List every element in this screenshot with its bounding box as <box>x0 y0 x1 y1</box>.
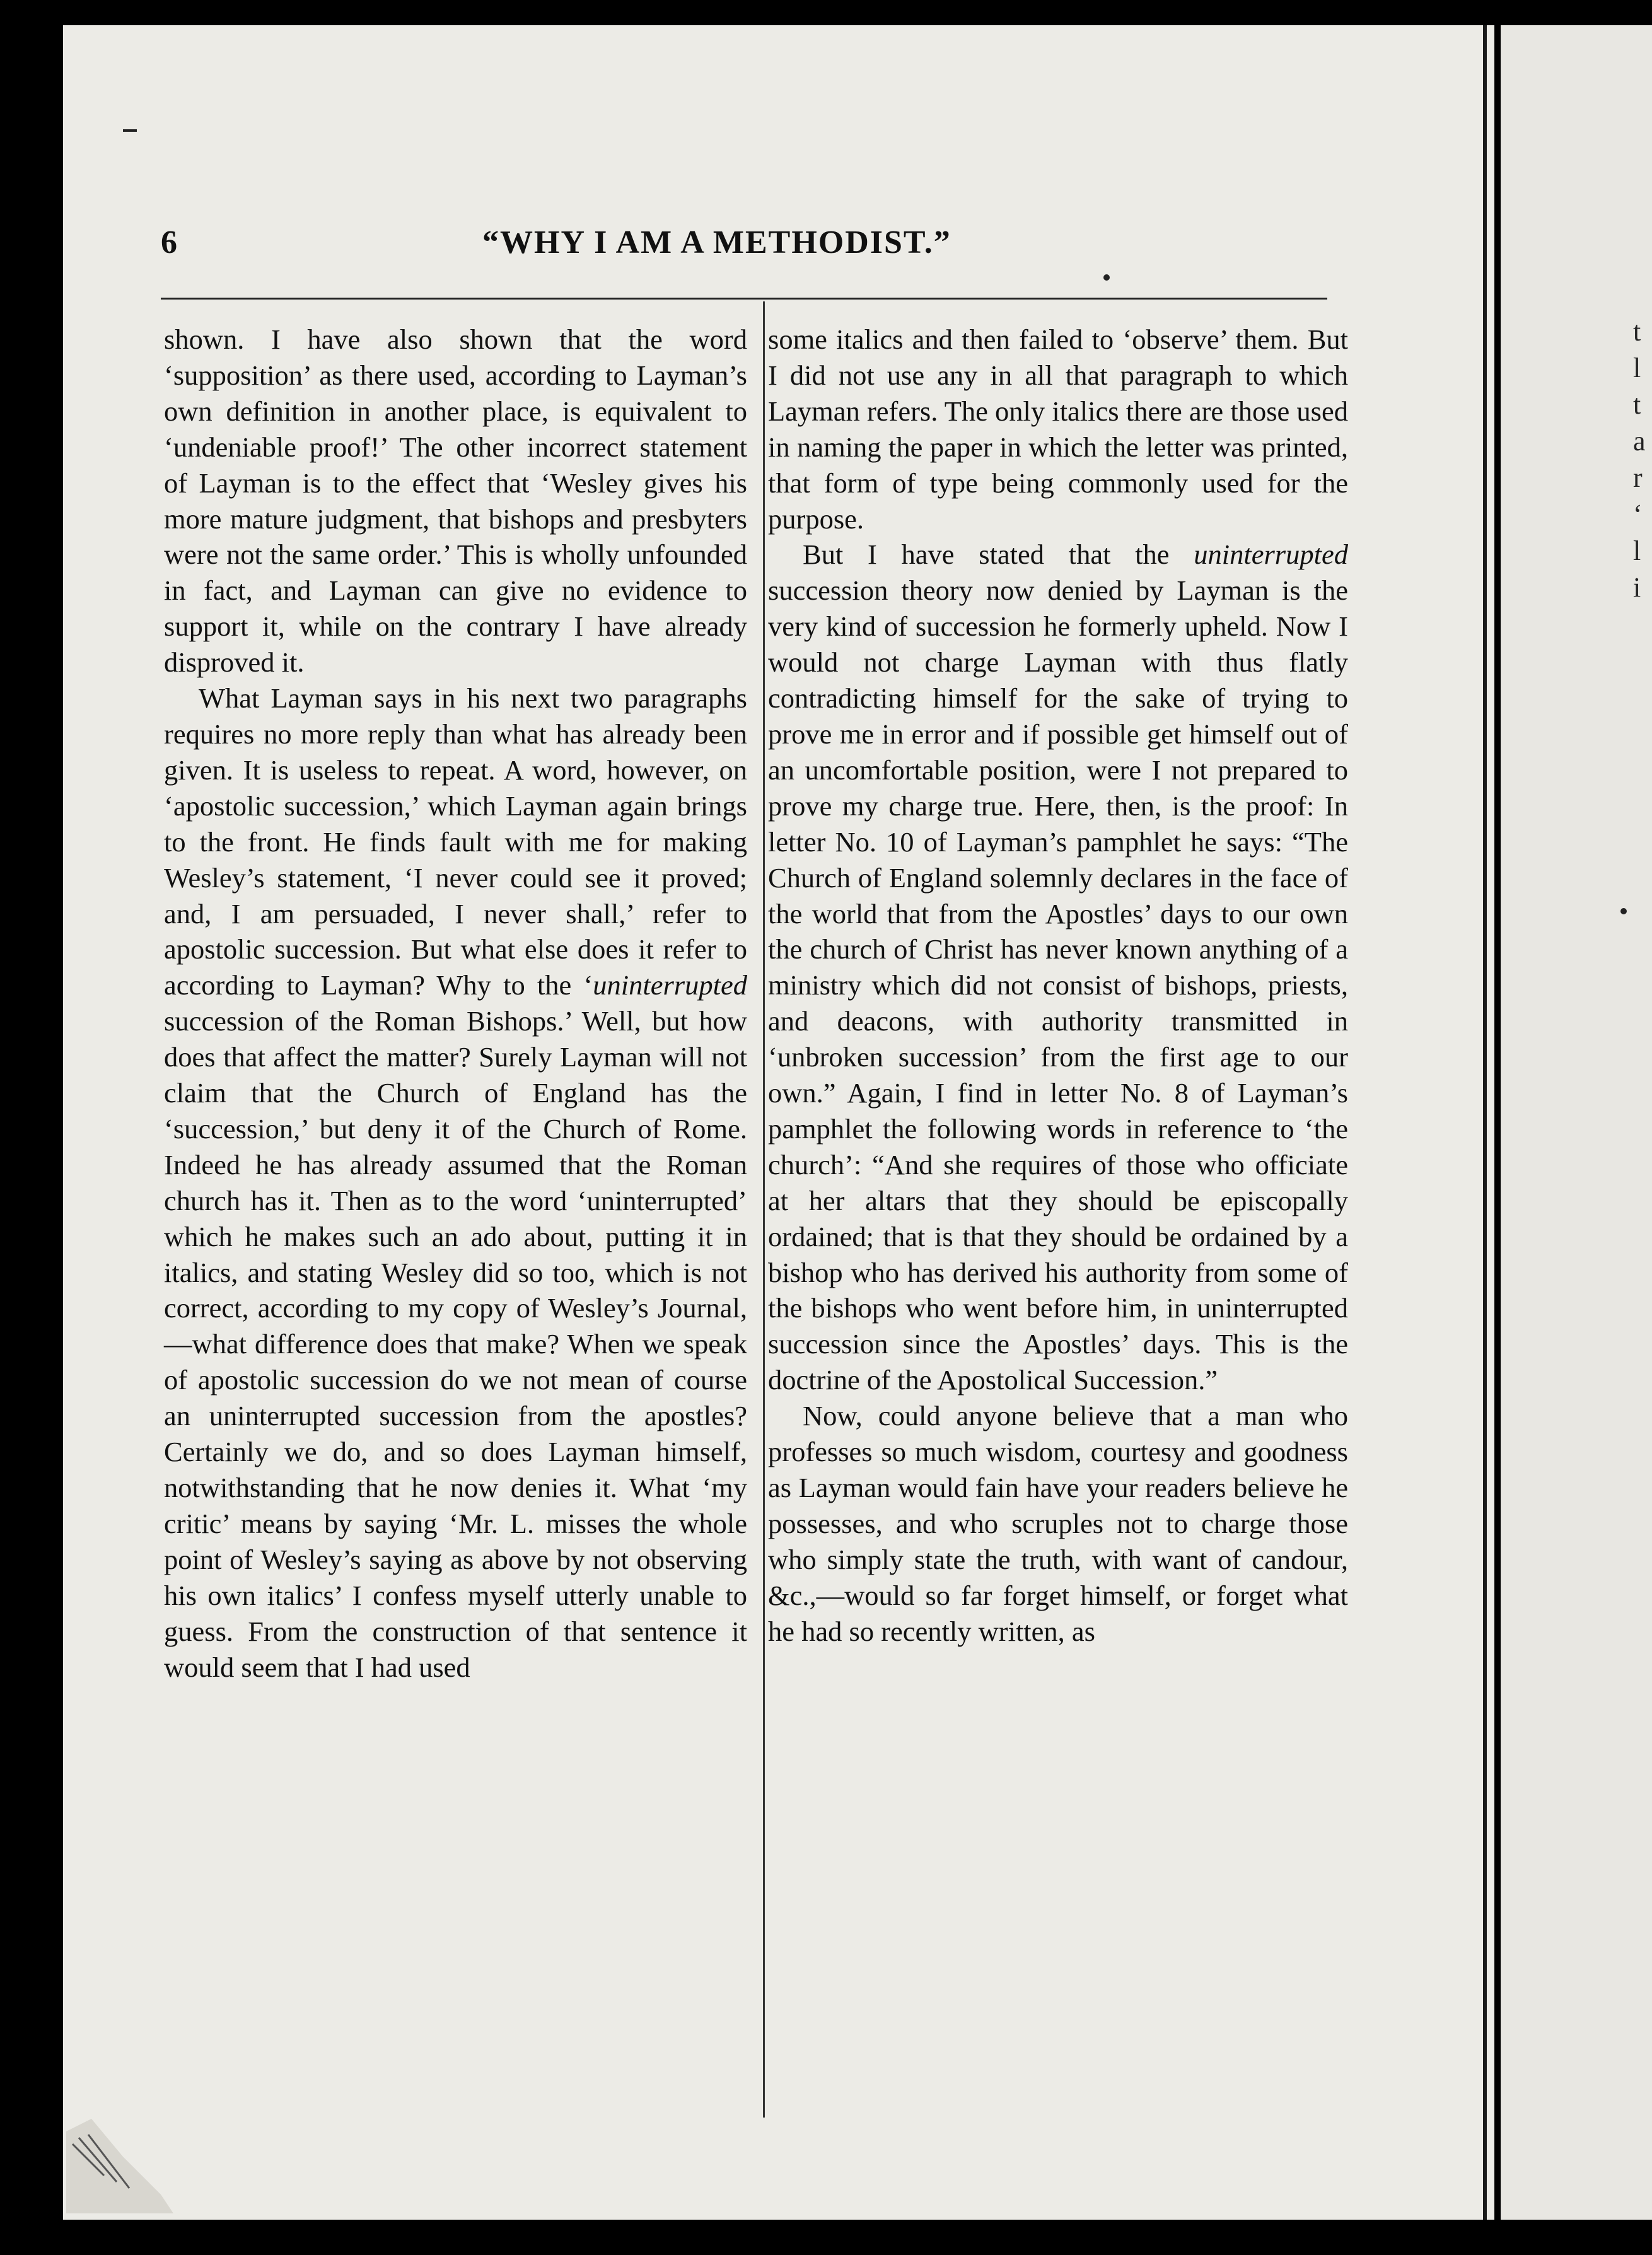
paragraph: shown. I have also shown that the word ‘supposition’ as there used, according to Layman’s own definition in another place, is equivalent to ‘undeniable proof!’ The other incorrect statement of Layman is to the effect that ‘Wesley gives his more mature judgment, that bishops and presbyters were not the same order.’ This is wholly unfounded in fact, and Layman can give no evidence to support it, while on the contrary I have already disproved it. <box>164 323 747 679</box>
adjacent-page-letter: a <box>1633 426 1646 457</box>
page-number: 6 <box>161 224 177 260</box>
paragraph <box>164 680 747 1685</box>
torn-corner <box>66 2119 173 2213</box>
text-run: succession theory now denied by Layman is the very kind of succession he formerly upheld. Now I would not charge Layman with thus flatly contradicting himself for the sake of trying to prove me in error and if possible get himself out of an uncomfortable position, were I not prepared to prove my charge true. Here, then, is the proof: In letter No. 10 of Layman’s pamphlet he says: “The Church of England solemnly declares in the face of the world that from the Apostles’ days to our own the church of Christ has never known anything of a ministry which did not consist of bishops, priests, and deacons, with authority transmitted in ‘unbroken succession’ from the first age to our own.” Again, I find in letter No. 8 of Layman’s pamphlet the following words in reference to ‘the church’: “And she requires of those who officiate at her altars that they should be episcopally ordained; that is that they should be ordained by a bishop who has derived his authority from some of the bishops who went before him, in uninterrupted succession since the Apostles’ days. This is the doctrine of the Apostolical Succession.” <box>768 574 1348 1396</box>
ink-speck <box>1620 908 1627 914</box>
italic-text: uninterrupted <box>1194 539 1348 571</box>
text-run: What Layman says in his next two paragraphs requires no more reply than what has already been given. It is useless to repeat. A word, however, on ‘apostolic succession,’ which Layman again brings to the front. He finds fault with me for making Wesley’s statement, ‘I never could see it proved; and, I am persuaded, I never shall,’ refer to apostolic succession. But what else does it refer to according to Layman? Why to the ‘ <box>164 682 747 1001</box>
adjacent-page-letter: l <box>1633 353 1641 383</box>
header-rule <box>161 298 1327 300</box>
paragraph: Now, could anyone believe that a man who professes so much wisdom, courtesy and goodness as Layman would fain have your readers believe he possesses, and who scruples not to charge those who simply state the truth, with want of candour, &c.,—would so far forget himself, or forget what he had so recently written, as <box>768 1400 1348 1647</box>
text-run: But I have stated that the <box>803 539 1194 571</box>
adjacent-page-letter: ‘ <box>1633 499 1643 530</box>
margin-mark <box>123 129 137 132</box>
adjacent-page-letter: t <box>1633 316 1641 347</box>
paragraph <box>768 537 1348 1398</box>
page-header <box>161 224 1346 274</box>
paragraph: some italics and then failed to ‘observe’ them. But I did not use any in all that paragraph to which Layman refers. The only italics there are those used in naming the paper in which the letter was printed, that form of type being commonly used for the purpose. <box>768 323 1348 535</box>
column-divider <box>763 301 765 2118</box>
adjacent-page-letter: i <box>1633 572 1641 603</box>
adjacent-page-letter: r <box>1633 462 1643 493</box>
page-gutter-edge <box>1483 25 1487 2220</box>
ink-speck <box>1103 274 1110 281</box>
adjacent-page-strip <box>1501 25 1652 2220</box>
adjacent-page-letter: l <box>1633 535 1641 566</box>
adjacent-page-letter: t <box>1633 389 1641 420</box>
italic-text: uninterrupted <box>593 969 747 1001</box>
left-column <box>164 322 747 1685</box>
text-run: succession of the Roman Bishops.’ Well, but how does that affect the matter? Surely Layman will not claim that the Church of England has the ‘succession,’ but deny it of the Church of Rome. Indeed he has already assumed that the Roman church has it. Then as to the word ‘uninterrupted’ which he makes such an ado about, putting it in italics, and stating Wesley did so too, which is not correct, according to my copy of Wesley’s Journal,—what difference does that make? When we speak of apostolic succession do we not mean of course an uninterrupted succession from the apostles? Certainly we do, and so does Layman himself, notwithstanding that he now denies it. What ‘my critic’ means by saying ‘Mr. L. misses the whole point of Wesley’s saying as above by not observing his own italics’ I confess myself utterly unable to guess. From the construction of that sentence it would seem that I had used <box>164 1005 747 1683</box>
running-title: “WHY I AM A METHODIST.” <box>482 224 951 260</box>
right-column <box>768 322 1348 1650</box>
